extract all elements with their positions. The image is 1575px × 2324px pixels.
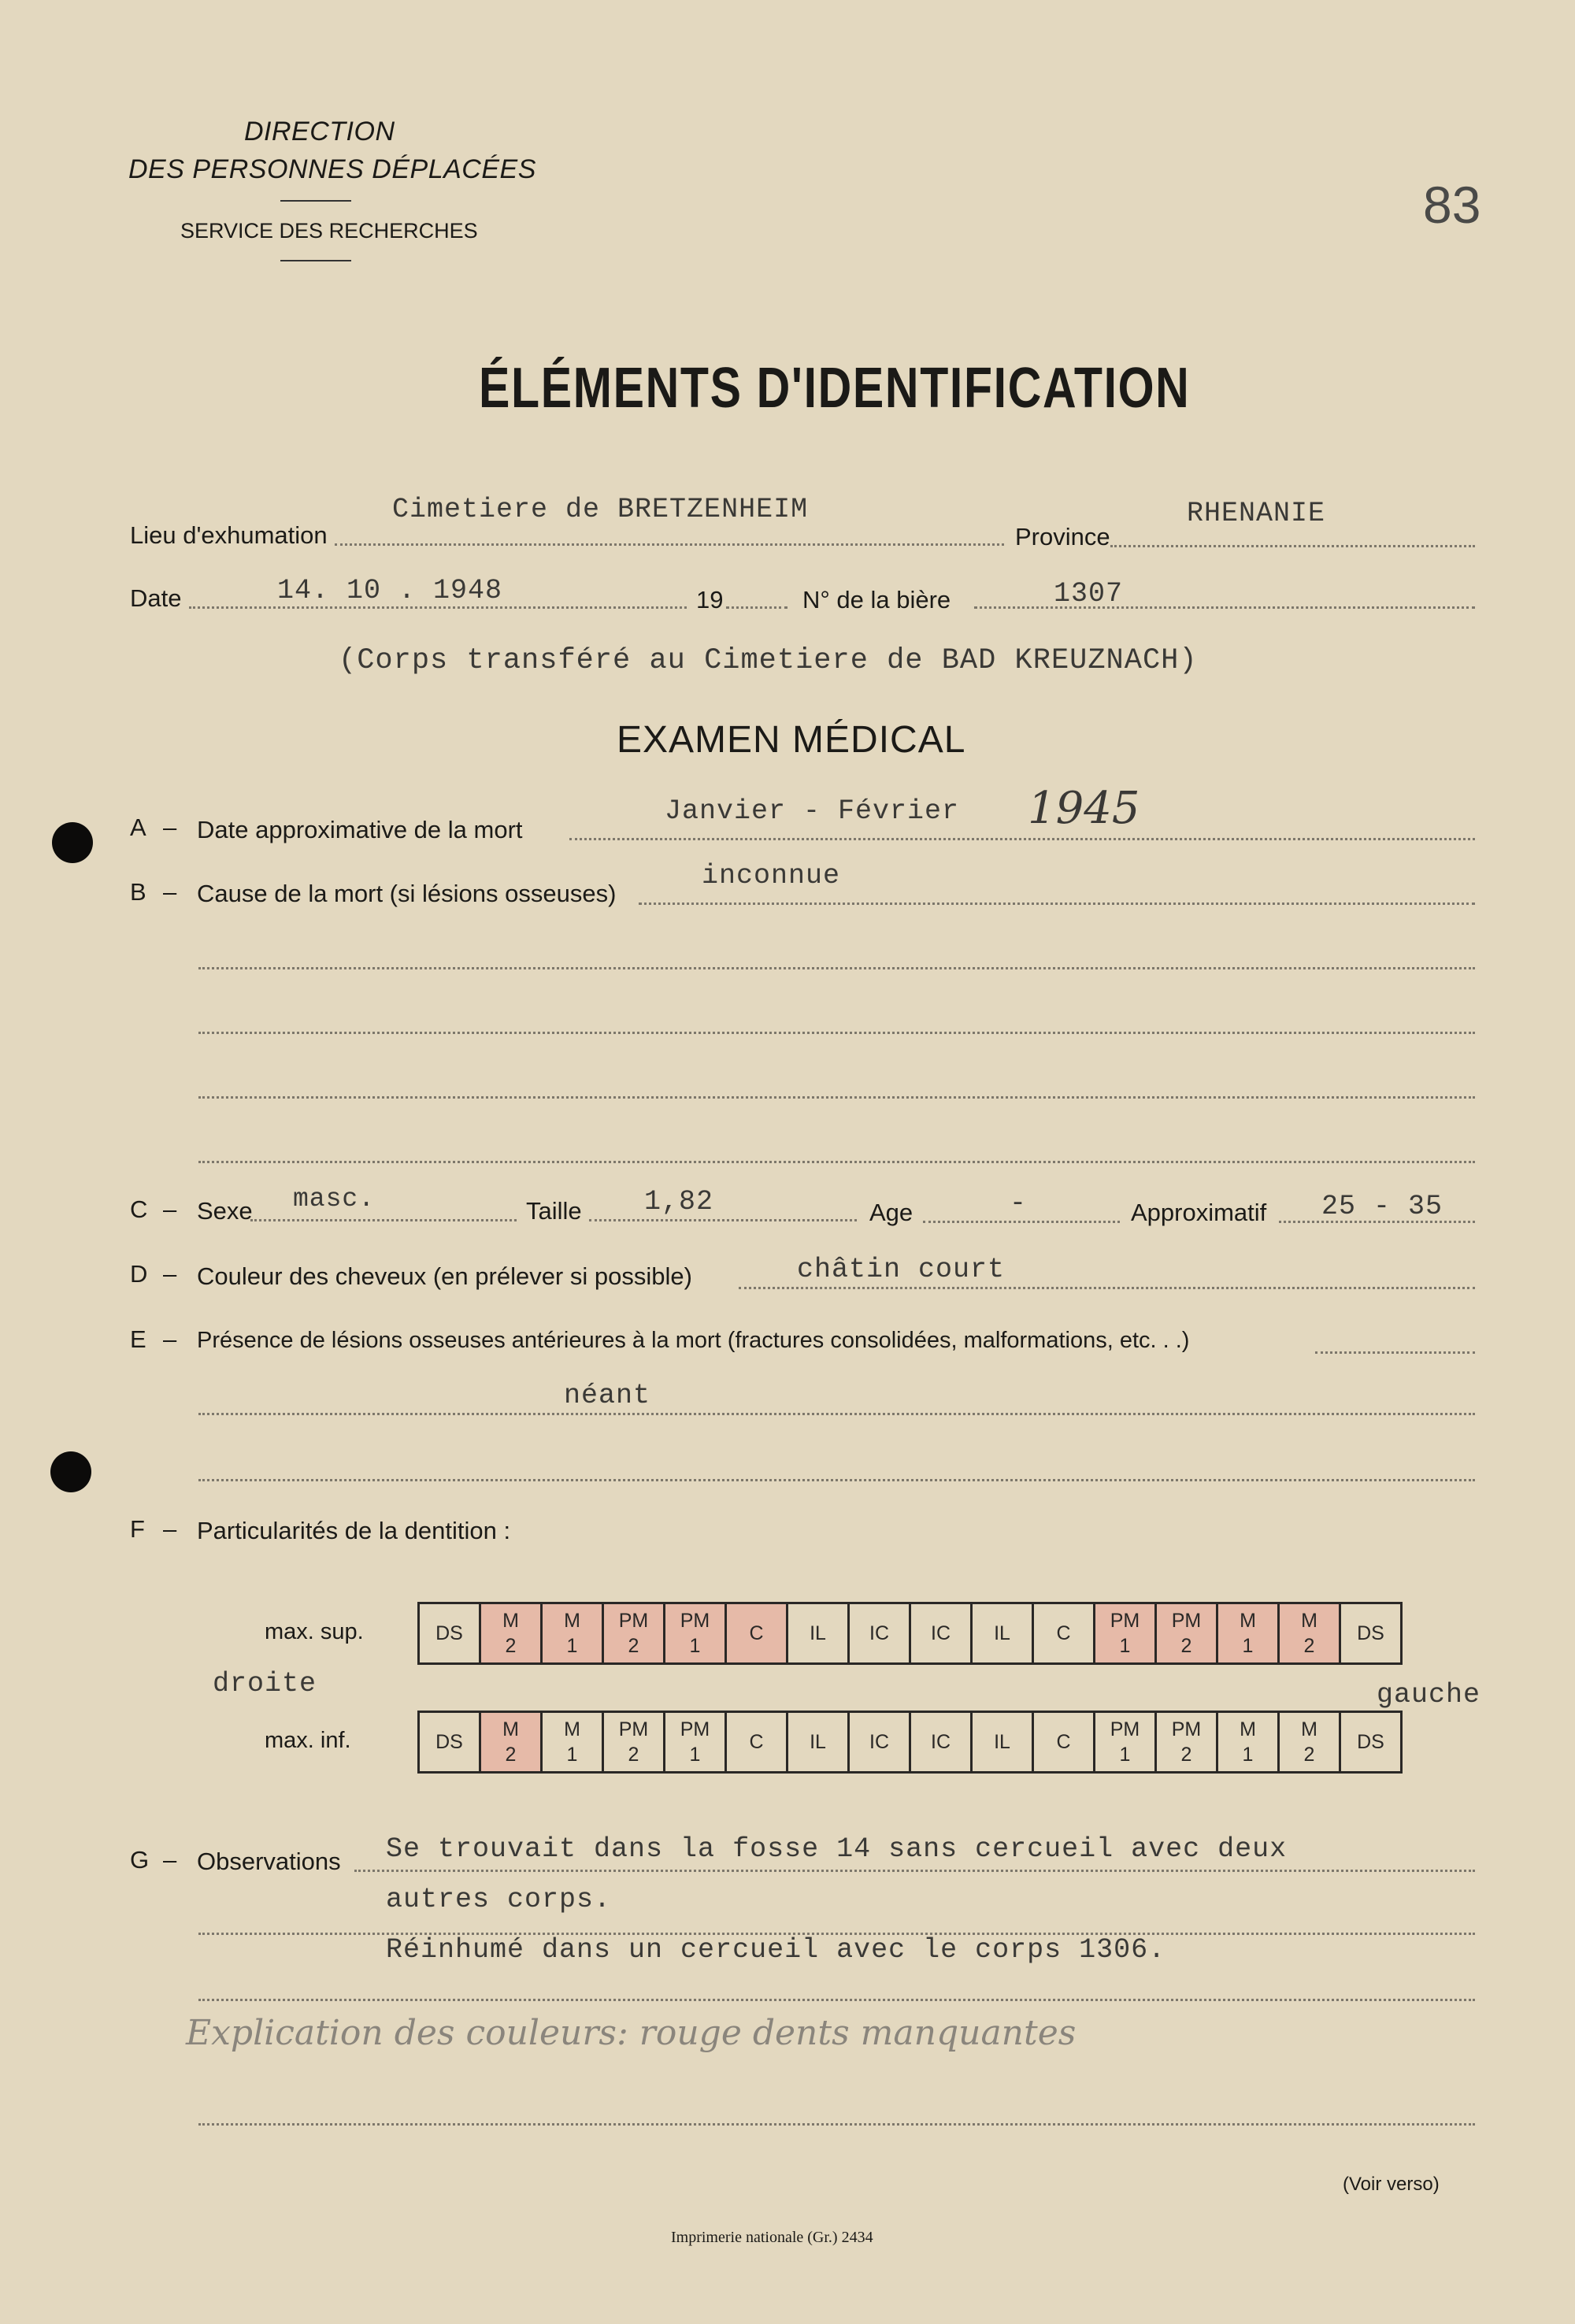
item-a-dots bbox=[569, 838, 1475, 840]
lieu-exhumation-dots bbox=[335, 543, 1004, 546]
tooth-cell bbox=[1033, 1712, 1095, 1773]
blank-line-3 bbox=[198, 1096, 1475, 1099]
tooth-cell bbox=[1279, 1712, 1340, 1773]
item-d-dash: – bbox=[163, 1260, 177, 1288]
tooth-cell bbox=[788, 1712, 849, 1773]
tooth-type: PM bbox=[680, 1609, 710, 1632]
tooth-type: PM bbox=[1110, 1718, 1140, 1740]
tooth-cell bbox=[1095, 1712, 1156, 1773]
approximatif-label: Approximatif bbox=[1131, 1199, 1267, 1226]
gauche-label: gauche bbox=[1377, 1679, 1481, 1711]
droite-label: droite bbox=[213, 1668, 317, 1699]
tooth-cell bbox=[665, 1712, 726, 1773]
blank-line-4 bbox=[198, 1161, 1475, 1163]
tooth-cell bbox=[849, 1603, 910, 1664]
max-inf-label: max. inf. bbox=[265, 1728, 351, 1753]
blank-line-1 bbox=[198, 967, 1475, 969]
tooth-type: DS bbox=[435, 1730, 463, 1753]
tooth-number: 2 bbox=[628, 1744, 639, 1766]
observations-dots-3 bbox=[198, 1999, 1475, 2001]
tooth-type: PM bbox=[680, 1718, 710, 1740]
tooth-cell bbox=[972, 1712, 1033, 1773]
tooth-cell bbox=[910, 1712, 972, 1773]
tooth-cell bbox=[603, 1712, 665, 1773]
tooth-cell bbox=[480, 1712, 542, 1773]
tooth-type: DS bbox=[1357, 1622, 1384, 1644]
tooth-type: M bbox=[564, 1609, 580, 1632]
tooth-cell bbox=[1340, 1603, 1402, 1664]
tooth-type: DS bbox=[1357, 1730, 1384, 1753]
tooth-type: PM bbox=[1171, 1718, 1202, 1740]
item-a-handwritten-year: 1945 bbox=[1028, 783, 1140, 834]
biere-label: N° de la bière bbox=[802, 586, 951, 613]
taille-dots bbox=[589, 1219, 857, 1221]
tooth-cell bbox=[1279, 1603, 1340, 1664]
tooth-type: IL bbox=[810, 1622, 826, 1644]
header-service: SERVICE DES RECHERCHES bbox=[180, 219, 478, 243]
color-explanation-handwritten: Explication des couleurs: rouge dents manquantes bbox=[186, 2013, 1077, 2053]
age-dots bbox=[923, 1221, 1120, 1223]
tooth-type: IL bbox=[994, 1622, 1010, 1644]
item-e-dots bbox=[1315, 1351, 1475, 1354]
tooth-type: C bbox=[749, 1622, 764, 1644]
document-title: ÉLÉMENTS D'IDENTIFICATION bbox=[479, 357, 1191, 420]
observations-label: Observations bbox=[197, 1848, 341, 1875]
tooth-number: 1 bbox=[689, 1635, 701, 1657]
tooth-type: DS bbox=[435, 1622, 463, 1644]
tooth-number: 1 bbox=[566, 1744, 578, 1766]
tooth-type: M bbox=[1240, 1609, 1256, 1632]
tooth-type: M bbox=[564, 1718, 580, 1740]
tooth-cell bbox=[726, 1603, 788, 1664]
observations-line-2: autres corps. bbox=[386, 1884, 612, 1915]
tooth-type: PM bbox=[1171, 1609, 1202, 1632]
item-d-letter: D bbox=[130, 1260, 148, 1288]
item-e-value: néant bbox=[564, 1380, 651, 1411]
observations-line-3: Réinhumé dans un cercueil avec le corps 1306. bbox=[386, 1934, 1166, 1966]
tooth-type: M bbox=[1301, 1609, 1317, 1632]
tooth-number: 2 bbox=[1180, 1744, 1192, 1766]
tooth-type: IL bbox=[994, 1730, 1010, 1753]
item-f-letter: F bbox=[130, 1515, 145, 1543]
year-prefix: 19 bbox=[696, 586, 724, 613]
observations-dots-4 bbox=[198, 2123, 1475, 2126]
lieu-exhumation-label: Lieu d'exhumation bbox=[130, 521, 328, 549]
header-direction: DIRECTION bbox=[244, 117, 395, 146]
lieu-exhumation-value: Cimetiere de BRETZENHEIM bbox=[392, 494, 809, 525]
item-e-label: Présence de lésions osseuses antérieures à la mort (fractures consolidées, malformations, etc. . .) bbox=[197, 1328, 1190, 1353]
header-rule-2 bbox=[280, 260, 351, 261]
item-b-dash: – bbox=[163, 878, 177, 906]
taille-value: 1,82 bbox=[644, 1186, 714, 1218]
tooth-type: C bbox=[749, 1730, 764, 1753]
blank-line-2 bbox=[198, 1032, 1475, 1034]
sexe-value: masc. bbox=[293, 1184, 376, 1214]
tooth-type: PM bbox=[618, 1718, 649, 1740]
tooth-type: PM bbox=[618, 1609, 649, 1632]
imprint: Imprimerie nationale (Gr.) 2434 bbox=[671, 2229, 873, 2246]
item-a-value: Janvier - Février bbox=[665, 795, 960, 827]
tooth-type: IC bbox=[931, 1622, 951, 1644]
tooth-cell bbox=[788, 1603, 849, 1664]
item-c-letter: C bbox=[130, 1195, 148, 1223]
tooth-cell bbox=[542, 1603, 603, 1664]
tooth-type: IL bbox=[810, 1730, 826, 1753]
dentition-upper-row bbox=[419, 1603, 1402, 1664]
item-g-dash: – bbox=[163, 1846, 177, 1874]
max-sup-label: max. sup. bbox=[265, 1619, 364, 1644]
tooth-cell bbox=[1217, 1603, 1279, 1664]
tooth-cell bbox=[726, 1712, 788, 1773]
tooth-cell bbox=[419, 1712, 480, 1773]
item-b-letter: B bbox=[130, 878, 146, 906]
tooth-cell bbox=[665, 1603, 726, 1664]
province-value: RHENANIE bbox=[1187, 498, 1326, 529]
date-label: Date bbox=[130, 584, 182, 612]
tooth-number: 2 bbox=[628, 1635, 639, 1657]
tooth-number: 1 bbox=[1242, 1744, 1254, 1766]
sexe-dots bbox=[250, 1219, 517, 1221]
tooth-cell bbox=[480, 1603, 542, 1664]
transfer-note: (Corps transféré au Cimetiere de BAD KREUZNACH) bbox=[339, 644, 1198, 677]
tooth-cell bbox=[910, 1603, 972, 1664]
item-f-label: Particularités de la dentition : bbox=[197, 1517, 511, 1544]
item-g-letter: G bbox=[130, 1846, 150, 1874]
taille-label: Taille bbox=[526, 1197, 582, 1225]
dentition-lower-row bbox=[419, 1712, 1402, 1773]
tooth-cell bbox=[419, 1603, 480, 1664]
tooth-type: M bbox=[1240, 1718, 1256, 1740]
approximatif-value: 25 - 35 bbox=[1321, 1191, 1443, 1222]
tooth-cell bbox=[1217, 1712, 1279, 1773]
tooth-type: M bbox=[1301, 1718, 1317, 1740]
tooth-number: 2 bbox=[505, 1635, 517, 1657]
tooth-number: 2 bbox=[1180, 1635, 1192, 1657]
item-b-label: Cause de la mort (si lésions osseuses) bbox=[197, 880, 617, 907]
date-value: 14. 10 . 1948 bbox=[277, 575, 503, 606]
tooth-cell bbox=[972, 1603, 1033, 1664]
tooth-number: 1 bbox=[1119, 1744, 1131, 1766]
tooth-cell bbox=[849, 1712, 910, 1773]
punch-hole-top bbox=[52, 822, 93, 863]
item-b-dots bbox=[639, 903, 1475, 905]
tooth-number: 1 bbox=[566, 1635, 578, 1657]
age-label: Age bbox=[869, 1199, 914, 1226]
dentition-lower-table bbox=[417, 1711, 1403, 1774]
item-e-dash: – bbox=[163, 1325, 177, 1353]
tooth-type: PM bbox=[1110, 1609, 1140, 1632]
biere-value: 1307 bbox=[1054, 578, 1124, 610]
tooth-number: 1 bbox=[689, 1744, 701, 1766]
item-b-value: inconnue bbox=[702, 860, 841, 891]
tooth-cell bbox=[1095, 1603, 1156, 1664]
tooth-cell bbox=[542, 1712, 603, 1773]
page-number: 83 bbox=[1423, 176, 1481, 234]
item-d-value: châtin court bbox=[797, 1254, 1006, 1285]
item-e-line-1 bbox=[198, 1413, 1475, 1415]
tooth-number: 2 bbox=[1303, 1635, 1315, 1657]
item-e-letter: E bbox=[130, 1325, 146, 1353]
tooth-type: IC bbox=[869, 1730, 889, 1753]
dentition-upper-table bbox=[417, 1602, 1403, 1665]
tooth-number: 2 bbox=[505, 1744, 517, 1766]
year-dots bbox=[726, 606, 788, 609]
tooth-type: M bbox=[502, 1609, 519, 1632]
examen-medical-heading: EXAMEN MÉDICAL bbox=[617, 719, 966, 761]
province-label: Province bbox=[1015, 523, 1110, 550]
province-dots bbox=[1110, 545, 1475, 547]
item-f-dash: – bbox=[163, 1515, 177, 1543]
header-rule-1 bbox=[280, 200, 351, 202]
item-d-label: Couleur des cheveux (en prélever si possible) bbox=[197, 1262, 692, 1290]
tooth-cell bbox=[603, 1603, 665, 1664]
item-e-line-2 bbox=[198, 1479, 1475, 1481]
date-dots bbox=[189, 606, 687, 609]
tooth-number: 2 bbox=[1303, 1744, 1315, 1766]
observations-line-1: Se trouvait dans la fosse 14 sans cercueil avec deux bbox=[386, 1833, 1288, 1865]
tooth-cell bbox=[1156, 1603, 1217, 1664]
item-a-dash: – bbox=[163, 814, 177, 841]
biere-dots bbox=[974, 606, 1475, 609]
item-c-dash: – bbox=[163, 1195, 177, 1223]
tooth-type: IC bbox=[931, 1730, 951, 1753]
tooth-type: C bbox=[1056, 1730, 1071, 1753]
item-a-letter: A bbox=[130, 814, 146, 841]
item-d-dots bbox=[739, 1287, 1475, 1289]
header-personnes: DES PERSONNES DÉPLACÉES bbox=[128, 154, 536, 184]
age-value: - bbox=[1010, 1188, 1028, 1219]
observations-dots-1 bbox=[354, 1870, 1475, 1872]
tooth-cell bbox=[1156, 1712, 1217, 1773]
tooth-type: IC bbox=[869, 1622, 889, 1644]
tooth-number: 1 bbox=[1119, 1635, 1131, 1657]
tooth-type: M bbox=[502, 1718, 519, 1740]
tooth-cell bbox=[1033, 1603, 1095, 1664]
item-a-label: Date approximative de la mort bbox=[197, 816, 523, 843]
tooth-type: C bbox=[1056, 1622, 1071, 1644]
tooth-number: 1 bbox=[1242, 1635, 1254, 1657]
tooth-cell bbox=[1340, 1712, 1402, 1773]
punch-hole-bottom bbox=[50, 1451, 91, 1492]
sexe-label: Sexe bbox=[197, 1197, 253, 1225]
voir-verso: (Voir verso) bbox=[1343, 2174, 1440, 2195]
